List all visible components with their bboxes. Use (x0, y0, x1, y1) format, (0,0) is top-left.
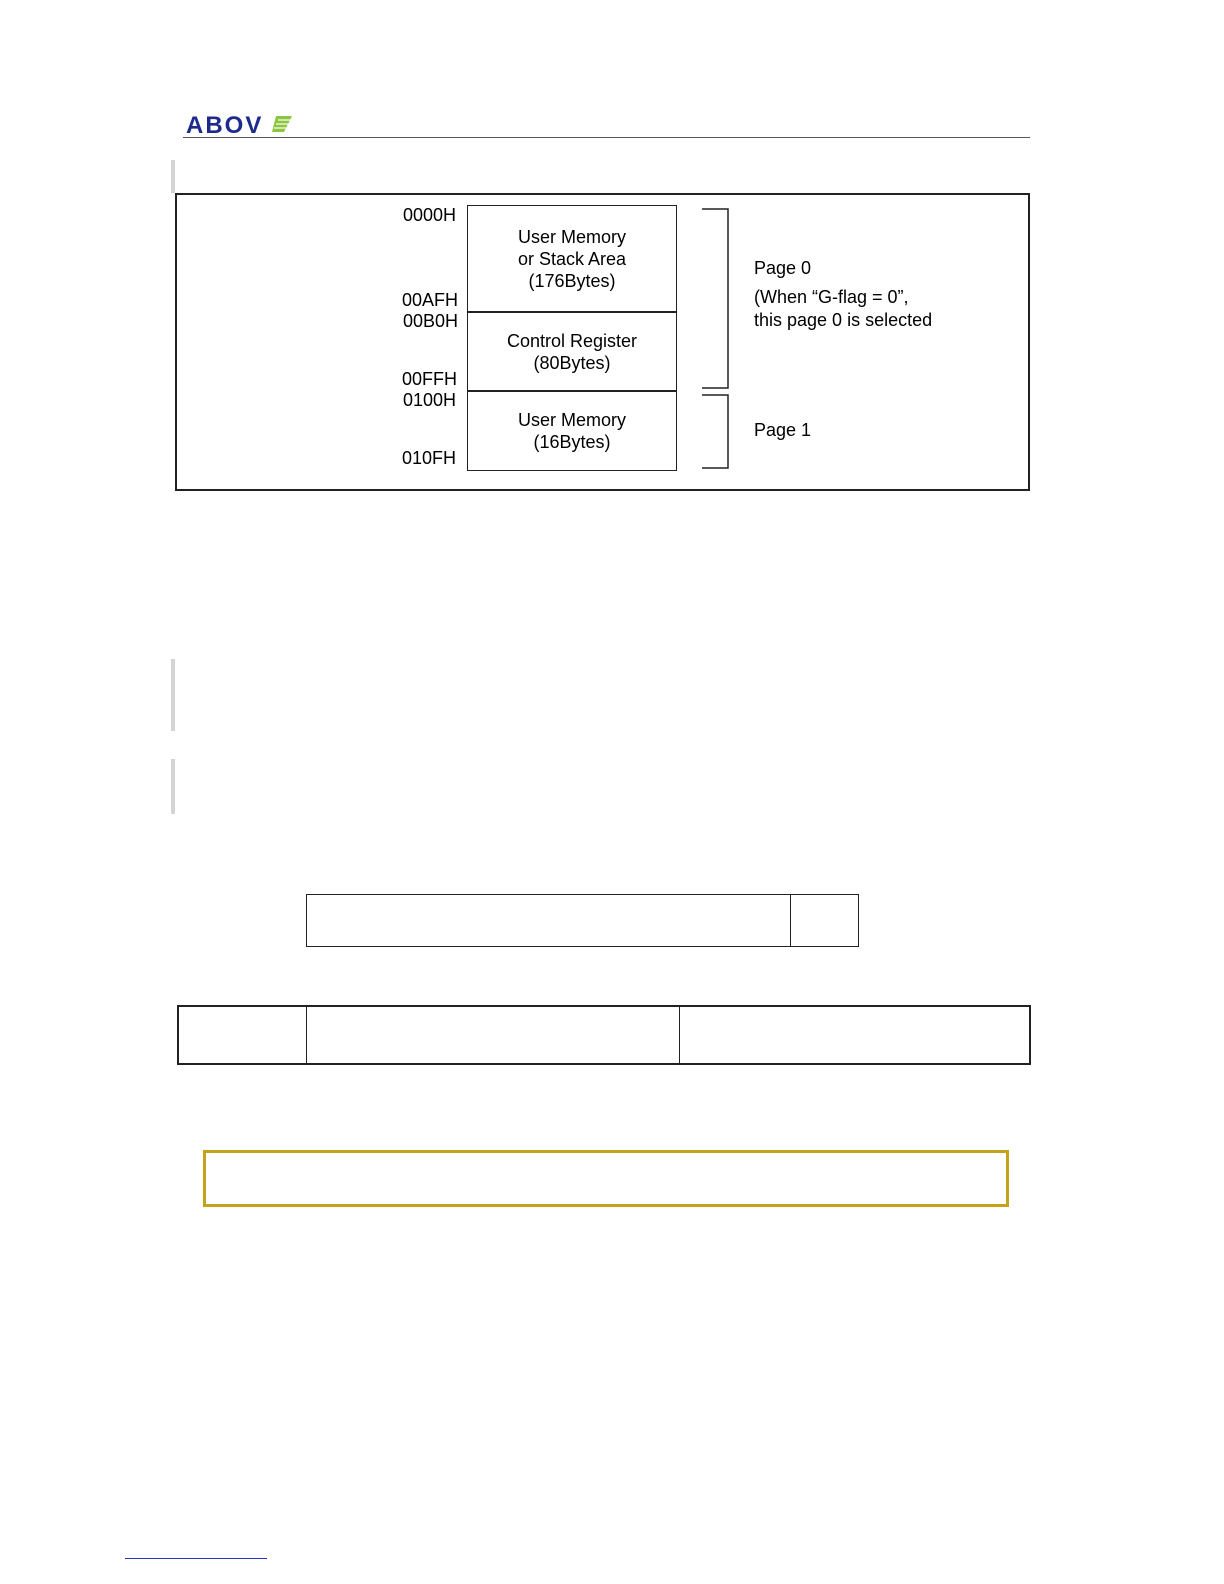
table-divider (306, 1007, 307, 1063)
footer-link-underline[interactable] (125, 1558, 267, 1559)
address-label: 010FH (401, 448, 456, 468)
page0-title: Page 0 (754, 258, 812, 278)
header-rule (183, 137, 1030, 138)
page1-bracket (702, 395, 728, 468)
block-label-line: User Memory (517, 409, 626, 430)
address-label: 00AFH (401, 290, 458, 310)
note-box (203, 1150, 1009, 1207)
section-marker (171, 759, 175, 814)
address-label: 0000H (402, 205, 456, 225)
address-label: 00FFH (401, 369, 457, 389)
page1-title: Page 1 (754, 420, 812, 440)
block-label-line: (16Bytes) (533, 431, 611, 452)
page0-bracket (702, 209, 728, 388)
address-label: 00B0H (402, 311, 458, 331)
table-divider (790, 895, 791, 946)
abov-logo (186, 112, 296, 136)
block-label-line: User Memory (517, 227, 626, 247)
memory-block-user-stack (467, 205, 677, 313)
block-label-line: (80Bytes) (533, 352, 611, 373)
block-label-line: or Stack Area (517, 249, 627, 269)
table-divider (679, 1007, 680, 1063)
page0-note-line2: this page 0 is selected (754, 310, 933, 330)
section-marker (171, 160, 175, 193)
memory-block-user-memory (467, 390, 677, 471)
logo-text: ABOV (186, 112, 264, 136)
address-label: 0100H (402, 390, 456, 410)
memory-block-control-register (467, 311, 677, 392)
page0-note-line1: (When “G-flag = 0”, (754, 287, 909, 307)
register-table (306, 894, 859, 947)
block-label-line: (176Bytes) (528, 271, 616, 291)
section-marker (171, 659, 175, 731)
block-label-line: Control Register (506, 330, 638, 351)
page-brackets (698, 205, 734, 475)
info-table (177, 1005, 1031, 1065)
